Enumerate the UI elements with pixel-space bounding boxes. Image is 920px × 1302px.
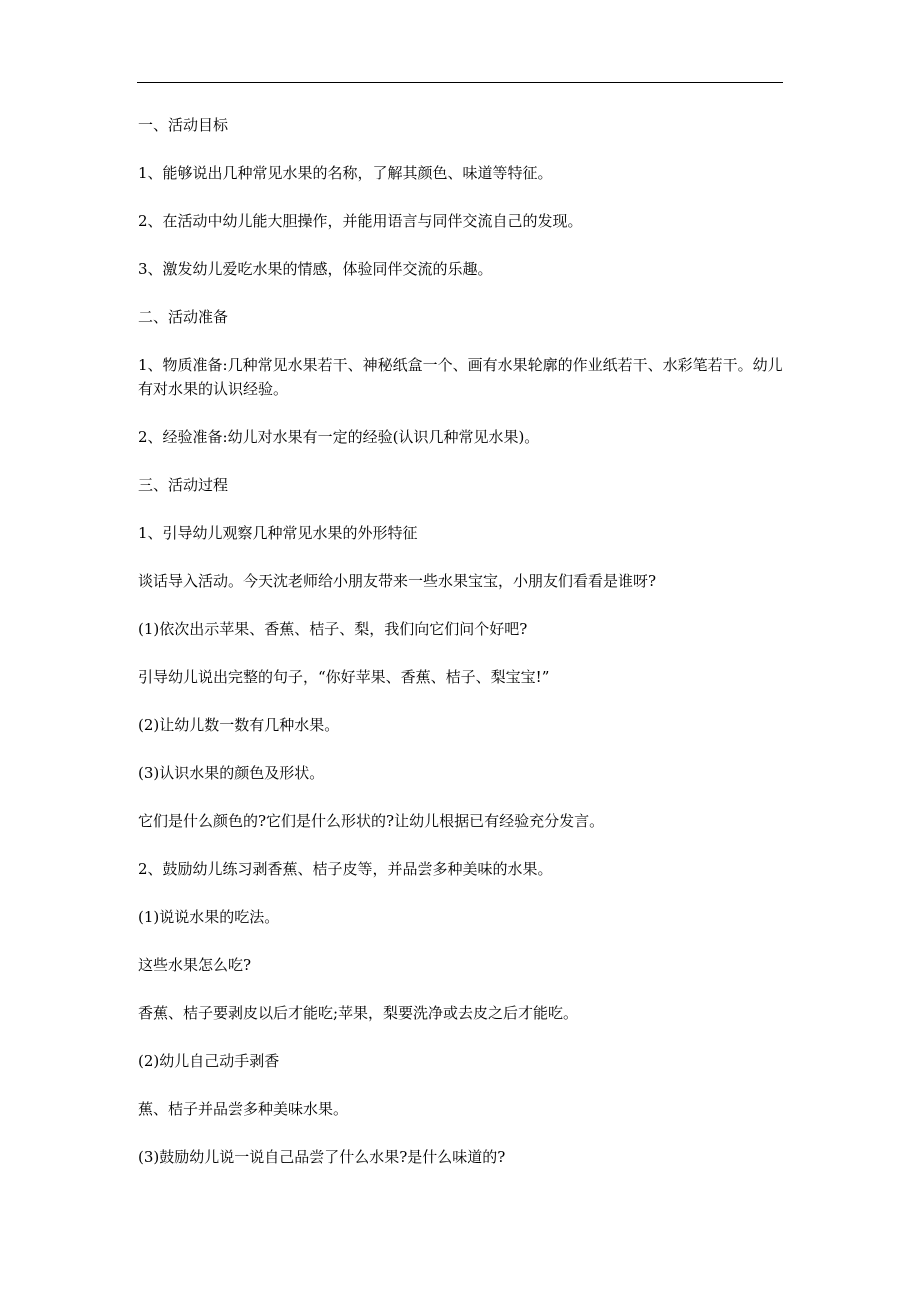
paragraph: (3)鼓励幼儿说一说自己品尝了什么水果?是什么味道的?	[138, 1148, 506, 1166]
paragraph: (1)依次出示苹果、香蕉、桔子、梨，我们向它们问个好吧?	[138, 620, 528, 638]
section-heading-goals: 一、活动目标	[138, 116, 229, 134]
paragraph: 引导幼儿说出完整的句子，“你好苹果、香蕉、桔子、梨宝宝!”	[138, 668, 550, 686]
paragraph: (1)说说水果的吃法。	[138, 908, 280, 926]
paragraph: 2、鼓励幼儿练习剥香蕉、桔子皮等，并品尝多种美味的水果。	[138, 860, 553, 878]
paragraph: (2)幼儿自己动手剥香	[138, 1052, 280, 1070]
document-body	[138, 113, 788, 1193]
paragraph: 它们是什么颜色的?它们是什么形状的?让幼儿根据已有经验充分发言。	[138, 812, 605, 830]
paragraph: 1、引导幼儿观察几种常见水果的外形特征	[138, 524, 418, 542]
paragraph: 蕉、桔子并品尝多种美味水果。	[138, 1100, 349, 1118]
paragraph: 1、物质准备:几种常见水果若干、神秘纸盒一个、画有水果轮廓的作业纸若干、水彩笔若干。幼儿有对水果的认识经验。	[138, 356, 783, 398]
paragraph: (3)认识水果的颜色及形状。	[138, 764, 325, 782]
header-rule	[137, 82, 783, 83]
paragraph: 1、能够说出几种常见水果的名称，了解其颜色、味道等特征。	[138, 164, 553, 182]
paragraph: 2、经验准备:幼儿对水果有一定的经验(认识几种常见水果)。	[138, 428, 540, 446]
paragraph: 2、在活动中幼儿能大胆操作，并能用语言与同伴交流自己的发现。	[138, 212, 583, 230]
paragraph: 3、激发幼儿爱吃水果的情感，体验同伴交流的乐趣。	[138, 260, 493, 278]
paragraph: 香蕉、桔子要剥皮以后才能吃;苹果，梨要洗净或去皮之后才能吃。	[138, 1004, 579, 1022]
paragraph: 这些水果怎么吃?	[138, 956, 252, 974]
paragraph: 谈话导入活动。今天沈老师给小朋友带来一些水果宝宝，小朋友们看看是谁呀?	[138, 572, 657, 590]
section-heading-preparation: 二、活动准备	[138, 308, 229, 326]
paragraph: (2)让幼儿数一数有几种水果。	[138, 716, 340, 734]
section-heading-process: 三、活动过程	[138, 476, 229, 494]
